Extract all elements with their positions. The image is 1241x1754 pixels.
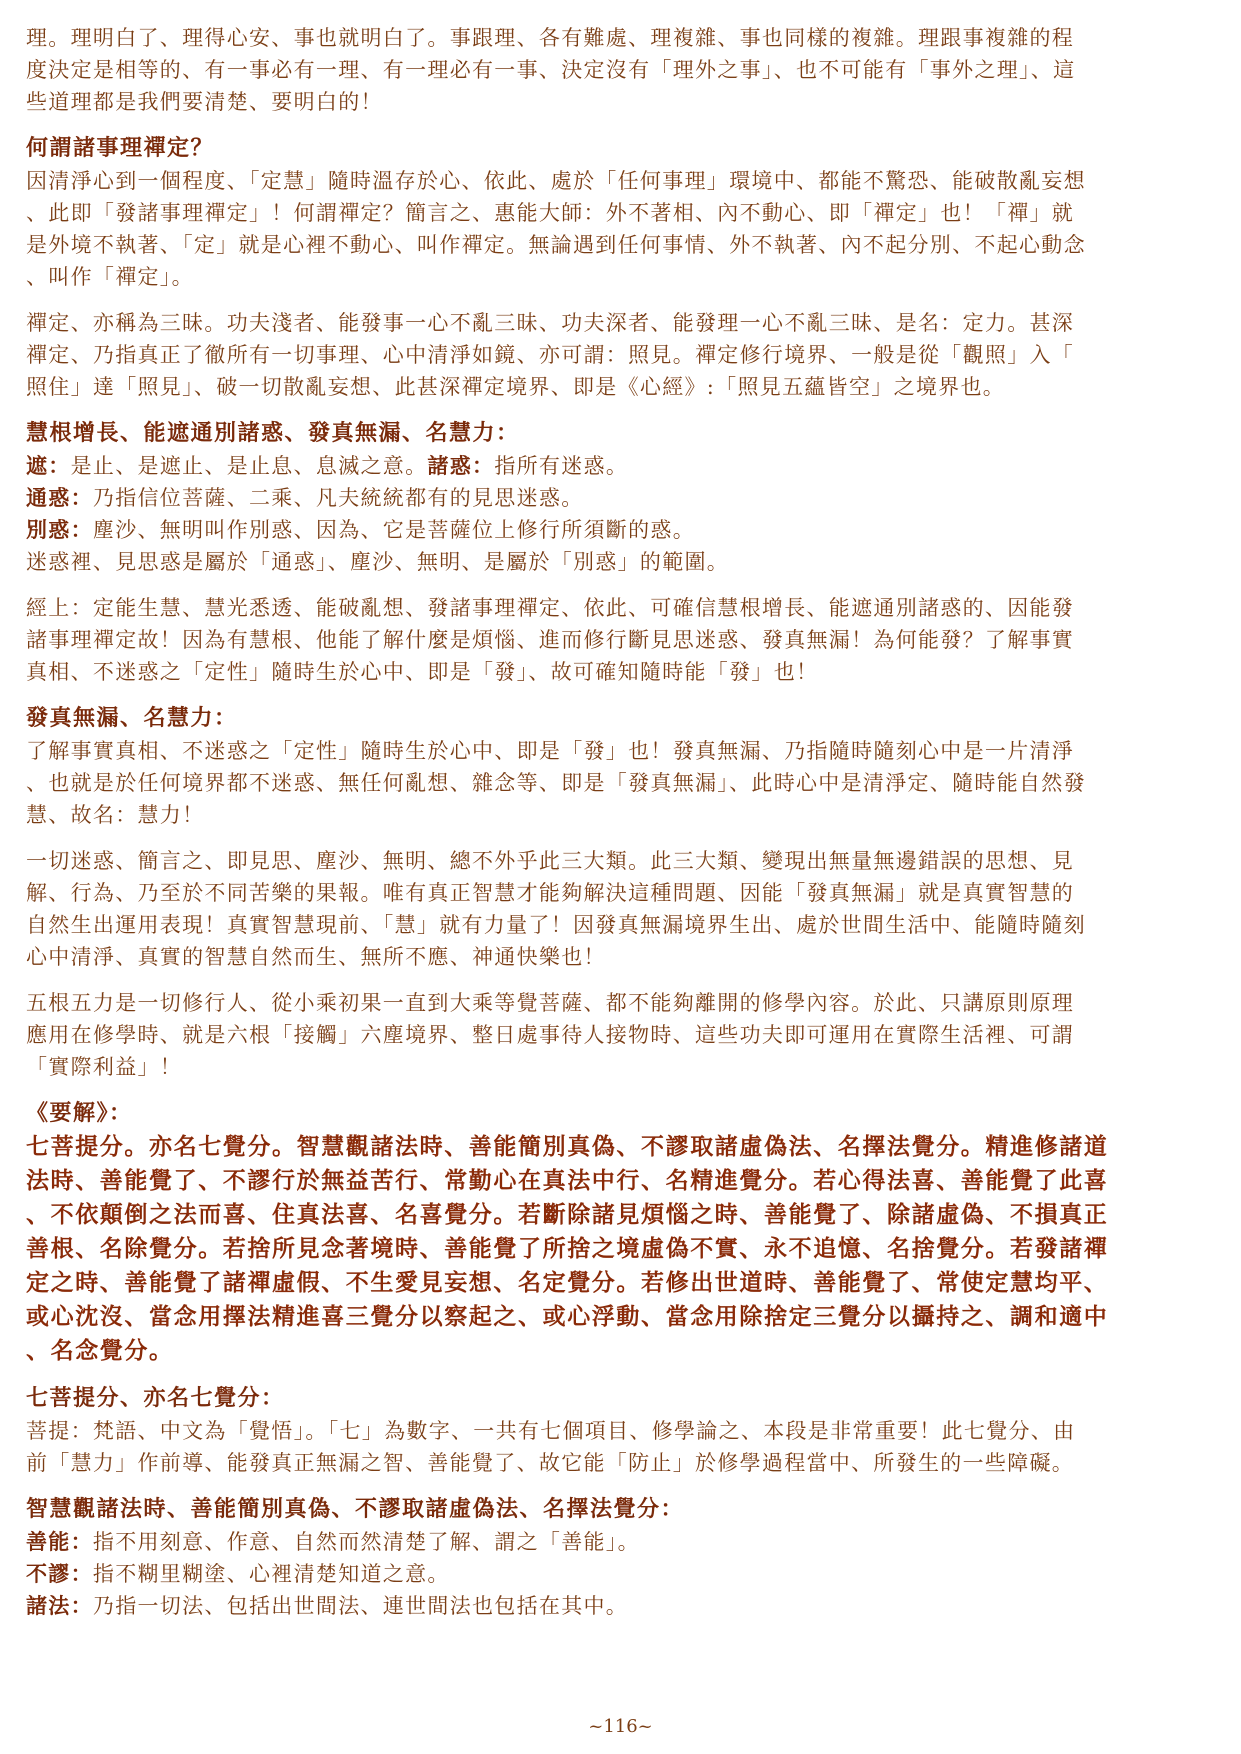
definition-term: 諸惑： [427,453,495,478]
quote-line: 善根、名除覺分。若捨所見念著境時、善能覺了所捨之境虛偽不實、永不追憶、名捨覺分。若發諸禪 [26,1235,1109,1262]
definition-term: 不謬： [26,1561,93,1586]
definition-term: 通惑： [26,485,93,510]
page-number: ~116~ [588,1716,653,1737]
text-line: 度決定是相等的、有一事必有一理、有一理必有一事、決定沒有「理外之事」、也不可能有「事外之理」、這 [26,58,1076,82]
text-line: 禪定、亦稱為三昧。功夫淺者、能發事一心不亂三昧、功夫深者、能發理一心不亂三昧、是名：定力。甚深 [26,311,1075,335]
quote-line: 七菩提分。亦名七覺分。智慧觀諸法時、善能簡別真偽、不謬取諸虛偽法、名擇法覺分。精進修諸道 [26,1133,1109,1160]
paragraph [26,987,1226,1083]
text-line: 一切迷惑、簡言之、即見思、塵沙、無明、總不外乎此三大類。此三大類、變現出無量無邊錯誤的思想、見 [26,849,1075,873]
quote-line: 法時、善能覺了、不謬行於無益苦行、常勤心在真法中行、名精進覺分。若心得法喜、善能覺了此喜 [26,1167,1109,1194]
text-line: 應用在修學時、就是六根「接觸」六塵境界、整日處事待人接物時、這些功夫即可運用在實際生活裡、可謂 [26,1023,1075,1047]
paragraph [26,1415,1226,1479]
text-line: 經上：定能生慧、慧光悉透、能破亂想、發諸事理禪定、依此、可確信慧根增長、能遮通別諸惑的、因能發 [26,596,1075,620]
definition-term: 別惑： [26,517,93,542]
text-line: 因清淨心到一個程度、「定慧」隨時溫存於心、依此、處於「任何事理」環境中、都能不驚恐、能破散亂妄想 [26,169,1086,193]
text-line: 心中清淨、真實的智慧自然而生、無所不應、神通快樂也！ [26,945,606,969]
definition-line [26,1558,1226,1590]
text-line: 前「慧力」作前導、能發真正無漏之智、善能覺了、故它能「防止」於修學過程當中、所發生的一些障礙。 [26,1451,1075,1475]
definition-text: 乃指一切法、包括出世間法、連世間法也包括在其中。 [92,1594,629,1618]
quote-line: 、不依顛倒之法而喜、住真法喜、名喜覺分。若斷除諸見煩惱之時、善能覺了、除諸虛偽、不損真正 [26,1201,1109,1228]
definition-text: 是止、是遮止、是止息、息滅之意。 [70,454,428,478]
text-line: 慧、故名：慧力！ [26,803,205,827]
definition-text: 指不用刻意、作意、自然而然清楚了解、謂之「善能」。 [92,1530,640,1554]
paragraph [26,307,1226,403]
text-line: 諸事理禪定故！因為有慧根、他能了解什麼是煩惱、進而修行斷見思迷惑、發真無漏！為何能發？了解事實 [26,628,1075,652]
text-line: 五根五力是一切修行人、從小乘初果一直到大乘等覺菩薩、都不能夠離開的修學內容。於此、只講原則原理 [26,991,1075,1015]
text-line: 菩提：梵語、中文為「覺悟」。「七」為數字、一共有七個項目、修學論之、本段是非常重要！此七覺分、由 [26,1419,1076,1443]
paragraph [26,165,1226,293]
definition-line [26,514,1226,546]
definition-line [26,482,1226,514]
text-line: 些道理都是我們要清楚、要明白的！ [26,90,383,114]
section-heading-yao-jie: 《要解》： [26,1100,133,1126]
text-line: 迷惑裡、見思惑是屬於「通惑」、塵沙、無明、是屬於「別惑」的範圍。 [26,550,730,574]
text-line: 、此即「發諸事理禪定」！何謂禪定？簡言之、惠能大師：外不著相、內不動心、即「禪定」也！「禪」就 [26,201,1075,225]
text-line: 、也就是於任何境界都不迷惑、無任何亂想、雜念等、即是「發真無漏」、此時心中是清淨定、隨時能自然發 [26,771,1086,795]
text-line: 真相、不迷惑之「定性」隨時生於心中、即是「發」、故可確知隨時能「發」也！ [26,660,819,684]
definition-text: 塵沙、無明叫作別惑、因為、它是菩薩位上修行所須斷的惑。 [92,518,696,542]
quote-line: 或心沈沒、當念用擇法精進喜三覺分以察起之、或心浮動、當念用除捨定三覺分以攝持之、調和適中 [26,1303,1109,1330]
paragraph [26,845,1226,973]
section-heading-fa-zhen-wu-lou: 發真無漏、名慧力： [26,705,238,731]
text-line: 理。理明白了、理得心安、事也就明白了。事跟理、各有難處、理複雜、事也同樣的複雜。理跟事複雜的程 [26,26,1075,50]
text-line: 禪定、乃指真正了徹所有一切事理、心中清淨如鏡、亦可謂：照見。禪定修行境界、一般是從「觀照」入「 [26,343,1075,367]
definition-line [26,1590,1226,1622]
text-line: 是外境不執著、「定」就是心裡不動心、叫作禪定。無論遇到任何事情、外不執著、內不起分別、不起心動念 [26,233,1086,257]
definition-term: 遮： [26,453,71,478]
document-page [26,22,1226,1622]
definition-line [26,450,1226,482]
section-heading-qi-jue-fen: 七菩提分、亦名七覺分： [26,1385,285,1411]
section-heading-ze-fa-jue-fen: 智慧觀諸法時、善能簡別真偽、不謬取諸虛偽法、名擇法覺分： [26,1496,685,1522]
text-line: 解、行為、乃至於不同苦樂的果報。唯有真正智慧才能夠解決這種問題、因能「發真無漏」就是真實智慧的 [26,881,1075,905]
text-line: 、叫作「禪定」。 [26,265,194,289]
definition-text: 乃指信位菩薩、二乘、凡夫統統都有的見思迷惑。 [92,486,584,510]
definition-line [26,1526,1226,1558]
definition-text: 指所有迷惑。 [494,454,629,478]
paragraph [26,592,1226,688]
text-line: 「實際利益」！ [26,1055,183,1079]
intro-paragraph [26,22,1226,118]
quote-line: 、名念覺分。 [26,1337,174,1364]
text-line: 了解事實真相、不迷惑之「定性」隨時生於心中、即是「發」也！發真無漏、乃指隨時隨刻心中是一片清淨 [26,739,1075,763]
quoted-commentary [26,1130,1226,1368]
section-heading-hui-li: 慧根增長、能遮通別諸惑、發真無漏、名慧力： [26,420,520,446]
text-line: 照住」達「照見」、破一切散亂妄想、此甚深禪定境界、即是《心經》:「照見五蘊皆空」之境界也。 [26,375,1006,399]
definition-text: 指不糊里糊塗、心裡清楚知道之意。 [92,1562,450,1586]
definition-list [26,450,1226,578]
definition-term: 諸法： [26,1593,93,1618]
definition-term: 善能： [26,1529,93,1554]
quote-line: 定之時、善能覺了諸禪虛假、不生愛見妄想、名定覺分。若修出世道時、善能覺了、常使定慧均平、 [26,1269,1109,1296]
section-heading-chan-ding: 何謂諸事理禪定？ [26,135,215,161]
text-line: 自然生出運用表現！真實智慧現前、「慧」就有力量了！因發真無漏境界生出、處於世間生活中、能隨時隨刻 [26,913,1086,937]
paragraph [26,735,1226,831]
definition-list [26,1526,1226,1622]
